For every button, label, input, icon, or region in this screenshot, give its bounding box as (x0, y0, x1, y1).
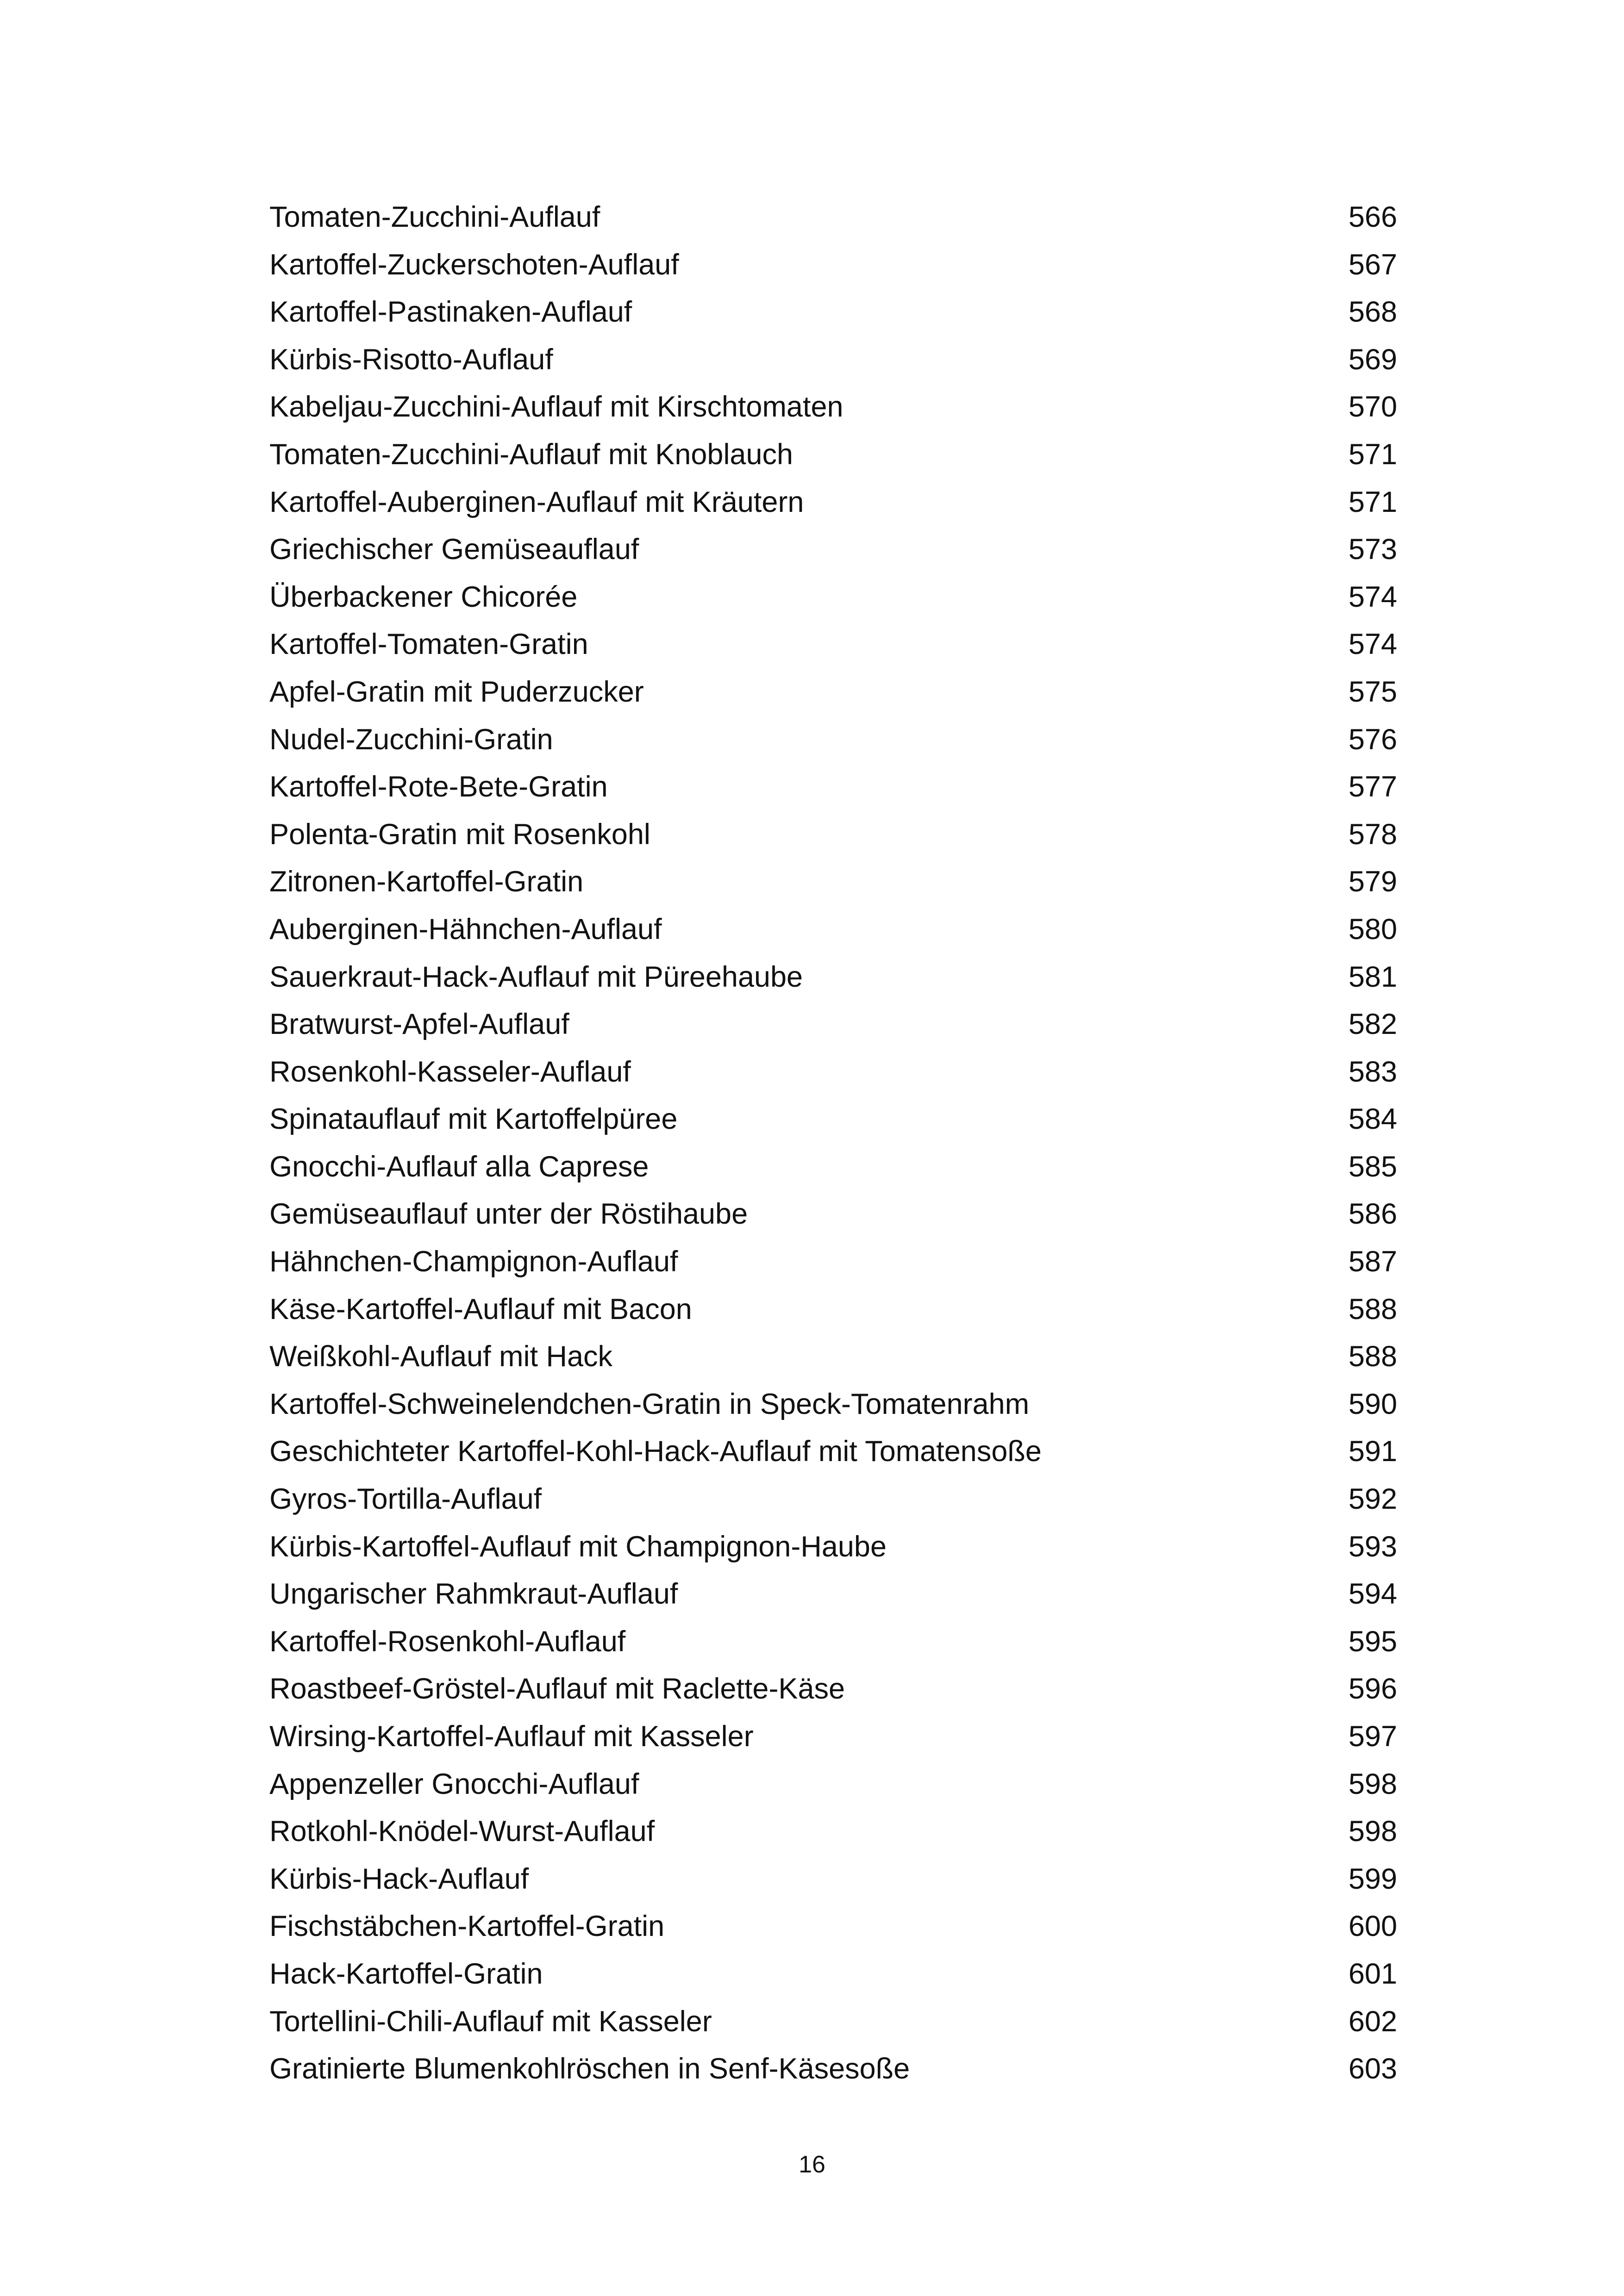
toc-entry-page: 585 (1348, 1150, 1397, 1183)
toc-entry-page: 594 (1348, 1578, 1397, 1611)
toc-entry-title: Kartoffel-Rote-Bete-Gratin (269, 771, 608, 803)
toc-entry (269, 1855, 1397, 1903)
toc-entry-page: 588 (1348, 1340, 1397, 1373)
toc-entry-page: 571 (1348, 438, 1397, 471)
toc-entry-page: 599 (1348, 1862, 1397, 1895)
toc-entry-title: Polenta-Gratin mit Rosenkohl (269, 818, 650, 851)
toc-entry (269, 479, 1397, 526)
toc-entry-title: Überbackener Chicorée (269, 580, 578, 613)
toc-entry-title: Rotkohl-Knödel-Wurst-Auflauf (269, 1815, 655, 1848)
toc-entry (269, 1190, 1397, 1238)
toc-entry-page: 574 (1348, 628, 1397, 661)
toc-entry-title: Kürbis-Risotto-Auflauf (269, 343, 553, 376)
toc-entry (269, 383, 1397, 431)
toc-entry (269, 1665, 1397, 1713)
toc-entry-title: Tortellini-Chili-Auflauf mit Kasseler (269, 2005, 712, 2038)
toc-entry-title: Kartoffel-Rosenkohl-Auflauf (269, 1625, 626, 1658)
table-of-contents (269, 193, 1397, 2093)
toc-entry-page: 596 (1348, 1673, 1397, 1705)
toc-entry-page: 593 (1348, 1530, 1397, 1563)
toc-entry-page: 568 (1348, 296, 1397, 329)
toc-entry-title: Kartoffel-Pastinaken-Auflauf (269, 296, 632, 329)
toc-entry-title: Kartoffel-Schweinelendchen-Gratin in Speck-Tomatenrahm (269, 1388, 1030, 1420)
toc-entry (269, 1903, 1397, 1950)
toc-entry-title: Bratwurst-Apfel-Auflauf (269, 1008, 569, 1041)
toc-entry (269, 1713, 1397, 1761)
toc-entry (269, 336, 1397, 384)
toc-entry-title: Rosenkohl-Kasseler-Auflauf (269, 1055, 631, 1088)
toc-entry-title: Kartoffel-Auberginen-Auflauf mit Kräutern (269, 485, 804, 518)
toc-entry-page: 580 (1348, 913, 1397, 946)
toc-entry-page: 571 (1348, 485, 1397, 518)
toc-entry (269, 1048, 1397, 1096)
toc-entry-page: 575 (1348, 675, 1397, 708)
toc-entry-title: Ungarischer Rahmkraut-Auflauf (269, 1578, 678, 1611)
toc-entry-title: Tomaten-Zucchini-Auflauf mit Knoblauch (269, 438, 793, 471)
toc-entry (269, 1618, 1397, 1666)
toc-entry (269, 906, 1397, 953)
toc-entry (269, 1808, 1397, 1855)
toc-entry-page: 602 (1348, 2005, 1397, 2038)
toc-entry-page: 584 (1348, 1103, 1397, 1136)
toc-entry (269, 288, 1397, 336)
toc-entry (269, 621, 1397, 668)
toc-entry-page: 573 (1348, 533, 1397, 566)
toc-entry (269, 193, 1397, 241)
toc-entry-page: 588 (1348, 1293, 1397, 1325)
toc-entry (269, 1001, 1397, 1048)
toc-entry-title: Fischstäbchen-Kartoffel-Gratin (269, 1910, 665, 1943)
toc-entry-page: 587 (1348, 1245, 1397, 1278)
toc-entry-title: Wirsing-Kartoffel-Auflauf mit Kasseler (269, 1720, 754, 1753)
toc-entry (269, 1095, 1397, 1143)
toc-entry-page: 601 (1348, 1957, 1397, 1990)
toc-entry (269, 1475, 1397, 1523)
toc-entry-title: Hack-Kartoffel-Gratin (269, 1957, 543, 1990)
toc-entry-title: Sauerkraut-Hack-Auflauf mit Püreehaube (269, 960, 803, 993)
toc-entry (269, 858, 1397, 906)
toc-entry (269, 241, 1397, 289)
toc-entry (269, 953, 1397, 1001)
toc-entry-title: Hähnchen-Champignon-Auflauf (269, 1245, 678, 1278)
toc-entry-title: Apfel-Gratin mit Puderzucker (269, 675, 644, 708)
toc-entry (269, 1381, 1397, 1428)
toc-entry (269, 811, 1397, 859)
toc-entry (269, 2045, 1397, 2093)
toc-entry (269, 1523, 1397, 1571)
toc-entry-title: Spinatauflauf mit Kartoffelpüree (269, 1103, 678, 1136)
toc-entry-page: 603 (1348, 2053, 1397, 2085)
toc-entry-page: 592 (1348, 1483, 1397, 1516)
toc-entry-page: 574 (1348, 580, 1397, 613)
toc-entry-page: 598 (1348, 1815, 1397, 1848)
toc-entry-title: Tomaten-Zucchini-Auflauf (269, 201, 600, 233)
toc-entry-title: Gyros-Tortilla-Auflauf (269, 1483, 542, 1516)
toc-entry (269, 1761, 1397, 1808)
toc-entry-title: Nudel-Zucchini-Gratin (269, 723, 553, 756)
toc-entry-page: 569 (1348, 343, 1397, 376)
toc-entry (269, 668, 1397, 716)
toc-entry-page: 598 (1348, 1767, 1397, 1800)
toc-entry (269, 1333, 1397, 1381)
toc-entry (269, 1570, 1397, 1618)
toc-entry-page: 576 (1348, 723, 1397, 756)
toc-entry (269, 573, 1397, 621)
toc-entry (269, 1143, 1397, 1191)
toc-entry-title: Weißkohl-Auflauf mit Hack (269, 1340, 613, 1373)
toc-entry-page: 579 (1348, 865, 1397, 898)
toc-entry-title: Kartoffel-Tomaten-Gratin (269, 628, 588, 661)
toc-entry-page: 581 (1348, 960, 1397, 993)
toc-entry-title: Geschichteter Kartoffel-Kohl-Hack-Auflauf mit Tomatensoße (269, 1435, 1042, 1468)
toc-entry-page: 586 (1348, 1198, 1397, 1231)
toc-entry-title: Kürbis-Hack-Auflauf (269, 1862, 529, 1895)
toc-entry-page: 597 (1348, 1720, 1397, 1753)
toc-entry-title: Zitronen-Kartoffel-Gratin (269, 865, 584, 898)
toc-entry-page: 600 (1348, 1910, 1397, 1943)
toc-entry-page: 595 (1348, 1625, 1397, 1658)
toc-entry-title: Gratinierte Blumenkohlröschen in Senf-Käsesoße (269, 2053, 910, 2085)
toc-entry-page: 583 (1348, 1055, 1397, 1088)
toc-entry-page: 567 (1348, 248, 1397, 281)
toc-entry-title: Roastbeef-Gröstel-Auflauf mit Raclette-Käse (269, 1673, 845, 1705)
toc-entry-page: 570 (1348, 391, 1397, 423)
toc-entry (269, 1950, 1397, 1998)
toc-entry-title: Kürbis-Kartoffel-Auflauf mit Champignon-Haube (269, 1530, 887, 1563)
toc-entry (269, 1286, 1397, 1333)
toc-entry-page: 577 (1348, 771, 1397, 803)
toc-entry-title: Gemüseauflauf unter der Röstihaube (269, 1198, 748, 1231)
toc-entry-title: Auberginen-Hähnchen-Auflauf (269, 913, 662, 946)
toc-entry-title: Gnocchi-Auflauf alla Caprese (269, 1150, 649, 1183)
toc-entry-page: 578 (1348, 818, 1397, 851)
toc-entry (269, 1238, 1397, 1286)
toc-entry-title: Appenzeller Gnocchi-Auflauf (269, 1767, 639, 1800)
toc-entry (269, 431, 1397, 479)
toc-entry (269, 1428, 1397, 1475)
page-number: 16 (799, 2151, 825, 2178)
toc-entry (269, 526, 1397, 573)
toc-entry (269, 716, 1397, 764)
toc-entry-page: 582 (1348, 1008, 1397, 1041)
toc-entry-page: 591 (1348, 1435, 1397, 1468)
toc-entry-page: 566 (1348, 201, 1397, 233)
toc-entry-title: Kartoffel-Zuckerschoten-Auflauf (269, 248, 679, 281)
toc-entry-title: Kabeljau-Zucchini-Auflauf mit Kirschtomaten (269, 391, 843, 423)
toc-entry-page: 590 (1348, 1388, 1397, 1420)
toc-entry-title: Griechischer Gemüseauflauf (269, 533, 639, 566)
toc-entry (269, 1998, 1397, 2046)
toc-entry-title: Käse-Kartoffel-Auflauf mit Bacon (269, 1293, 692, 1325)
toc-entry (269, 763, 1397, 811)
